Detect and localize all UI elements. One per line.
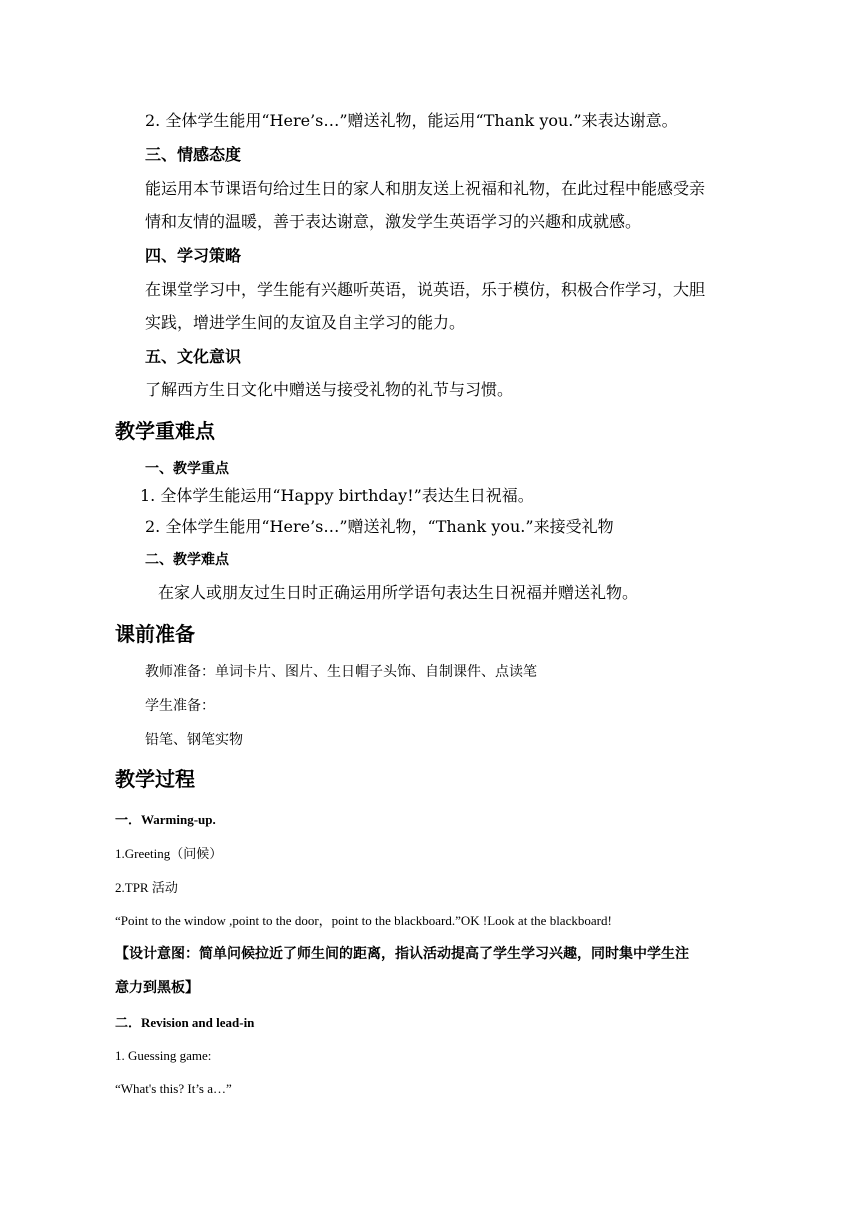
emotion-text-2: 情和友情的温暖，善于表达谢意，激发学生英语学习的兴趣和成就感。: [145, 212, 642, 231]
strategy-text-2: 实践，增进学生间的友谊及自主学习的能力。: [145, 313, 466, 332]
step-warming-up: 一．Warming-up.: [115, 812, 216, 827]
teacher-preparation: 教师准备：单词卡片、图片、生日帽子头饰、自制课件、点读笔: [145, 664, 537, 680]
warming-tpr-instructions: “Point to the window ,point to the door，point to the blackboard.”OK !Look at the blackboard!: [115, 913, 612, 928]
student-preparation-label: 学生准备：: [145, 698, 215, 714]
culture-text: 了解西方生日文化中赠送与接受礼物的礼节与习惯。: [145, 380, 514, 399]
step-revision-lead-in: 二．Revision and lead-in: [115, 1015, 255, 1030]
section-culture-heading: 五、文化意识: [145, 347, 242, 366]
student-preparation-items: 铅笔、钢笔实物: [145, 732, 243, 748]
heading-teaching-process: 教学过程: [115, 767, 195, 791]
heading-preparation: 课前准备: [115, 622, 195, 646]
guessing-game: 1. Guessing game:: [115, 1048, 212, 1063]
key-point-1: 1. 全体学生能运用“Happy birthday!”表达生日祝福。: [140, 486, 534, 505]
objective-line-2: 2. 全体学生能用“Here’s…”赠送礼物，能运用“Thank you.”来表达谢意。: [145, 111, 678, 130]
key-point-2: 2. 全体学生能用“Here’s…”赠送礼物，“Thank you.”来接受礼物: [145, 517, 614, 536]
design-intent-1-line-1: 【设计意图：简单问候拉近了师生间的距离，指认活动提高了学生学习兴趣，同时集中学生注: [115, 946, 689, 962]
subheading-key-point: 一、教学重点: [145, 461, 229, 477]
guessing-game-question: “What's this? It’s a…”: [115, 1081, 232, 1096]
subheading-difficulty: 二、教学难点: [145, 552, 229, 568]
section-emotion-heading: 三、情感态度: [145, 145, 242, 164]
strategy-text-1: 在课堂学习中，学生能有兴趣听英语，说英语，乐于模仿，积极合作学习，大胆: [145, 280, 706, 299]
difficulty-text: 在家人或朋友过生日时正确运用所学语句表达生日祝福并赠送礼物。: [158, 583, 639, 602]
warming-tpr: 2.TPR 活动: [115, 880, 178, 895]
section-strategy-heading: 四、学习策略: [145, 246, 242, 265]
warming-greeting: 1.Greeting（问候）: [115, 846, 223, 861]
design-intent-1-line-2: 意力到黑板】: [115, 980, 199, 996]
heading-key-points: 教学重难点: [115, 419, 215, 443]
emotion-text-1: 能运用本节课语句给过生日的家人和朋友送上祝福和礼物，在此过程中能感受亲: [145, 179, 706, 198]
